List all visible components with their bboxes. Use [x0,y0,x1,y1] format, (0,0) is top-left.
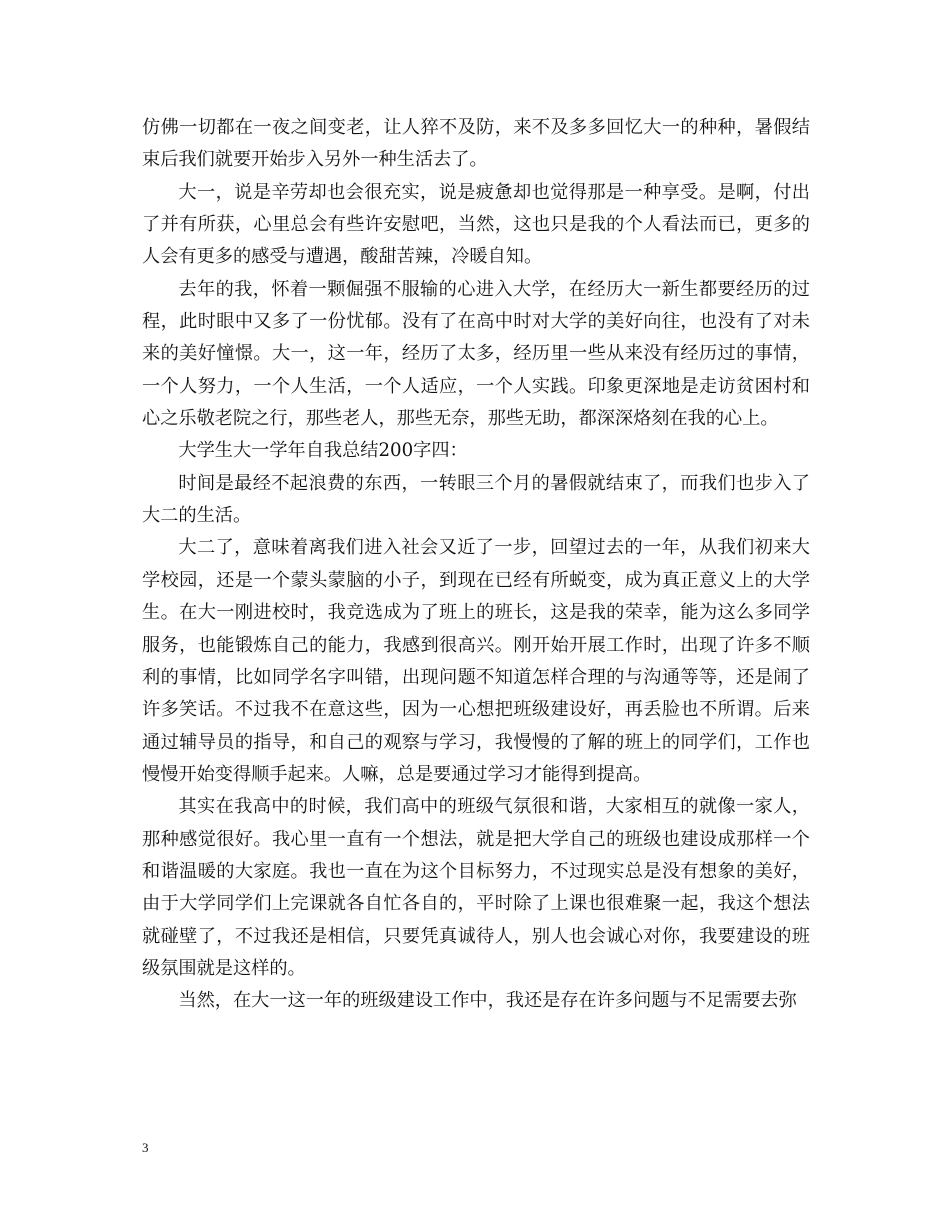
section-heading: 大学生大一学年自我总结200字四： [178,440,468,462]
paragraph-freshman-feelings: 大一，说是辛劳却也会很充实，说是疲惫却也觉得那是一种享受。是啊，付出了并有所获，心里总会有些许安慰吧，当然，这也只是我的个人看法而已，更多的人会有更多的感受与遭遇，酸甜苦辣，冷暖自知。 [142,181,810,268]
body-text [142,112,810,1018]
paragraph-time: 时间是最经不起浪费的东西，一转眼三个月的暑假就结束了，而我们也步入了大二的生活。 [142,472,810,527]
paragraph-last-year: 去年的我，怀着一颗倔强不服输的心进入大学，在经历大一新生都要经历的过程，此时眼中又多了一份忧郁。没有了在高中时对大学的美好向往，也没有了对未来的美好憧憬。大一，这一年，经历了太多，经历里一些从来没有经历过的事情，一个人努力，一个人生活，一个人适应，一个人实践。印象更深地是走访贫困村和心之乐敬老院之行，那些老人，那些无奈，那些无助，都深深烙刻在我的心上。 [142,278,810,430]
page-number: 3 [142,1140,149,1155]
paragraph-problems: 当然，在大一这一年的班级建设工作中，我还是存在许多问题与不足需要去弥 [178,990,797,1012]
paragraph-sophomore: 大二了，意味着离我们进入社会又近了一步，回望过去的一年，从我们初来大学校园，还是一个蒙头蒙脑的小子，到现在已经有所蜕变，成为真正意义上的大学生。在大一刚进校时，我竞选成为了班上的班长，这是我的荣幸，能为这么多同学服务，也能锻炼自己的能力，我感到很高兴。刚开始开展工作时，出现了许多不顺利的事情，比如同学名字叫错，出现问题不知道怎样合理的与沟通等等，还是闹了许多笑话。不过我不在意这些，因为一心想把班级建设好，再丢脸也不所谓。后来通过辅导员的指导，和自己的观察与学习，我慢慢的了解的班上的同学们，工作也慢慢开始变得顺手起来。人嘛，总是要通过学习才能得到提高。 [142,537,810,785]
paragraph-continuation: 仿佛一切都在一夜之间变老，让人猝不及防，来不及多多回忆大一的种种，暑假结束后我们就要开始步入另外一种生活去了。 [142,117,810,171]
paragraph-class-atmosphere: 其实在我高中的时候，我们高中的班级气氛很和谐，大家相互的就像一家人，那种感觉很好。我心里一直有一个想法，就是把大学自己的班级也建设成那样一个和谐温暖的大家庭。我也一直在为这个目标努力，不过现实总是没有想象的美好，由于大学同学们上完课就各自忙各自的，平时除了上课也很难聚一起，我这个想法就碰壁了，不过我还是相信，只要凭真诚待人，别人也会诚心对你，我要建设的班级氛围就是这样的。 [142,796,810,979]
